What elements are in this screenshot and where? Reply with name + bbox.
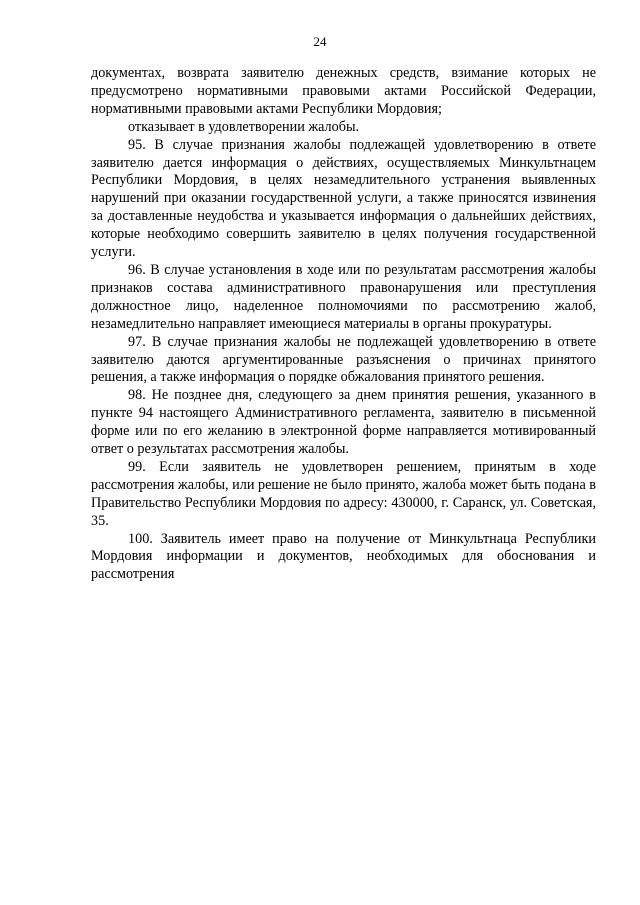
page-number: 24 [313, 34, 327, 49]
paragraph-99: 99. Если заявитель не удовлетворен решением, принятым в ходе рассмотрения жалобы, или решение не было принято, жалоба может быть подана в Правительство Республики Мордовия по адресу: 430000, г. Саранск, ул. Советская, 35. [91, 458, 596, 529]
paragraph-95: 95. В случае признания жалобы подлежащей удовлетворению в ответе заявителю дается информация о действиях, осуществляемых Минкультнацем Республики Мордовия, в целях незамедлительного устранения выявленных нарушений при оказании государственной услуги, а также приносятся извинения за доставленные неудобства и указывается информация о дальнейших действиях, которые необходимо совершить заявителю в целях получения государственной услуги. [91, 136, 596, 261]
paragraph-98: 98. Не позднее дня, следующего за днем принятия решения, указанного в пункте 94 настоящего Административного регламента, заявителю в письменной форме или по его желанию в электронной форме направляется мотивированный ответ о результатах рассмотрения жалобы. [91, 387, 596, 458]
paragraph-100: 100. Заявитель имеет право на получение от Минкультнаца Республики Мордовия информации и документов, необходимых для обоснования и рассмотрения [91, 530, 596, 583]
paragraph-96: 96. В случае установления в ходе или по результатам рассмотрения жалобы признаков состава административного правонарушения или преступления должностное лицо, наделенное полномочиями по рассмотрению жалоб, незамедлительно направляет имеющиеся материалы в органы прокуратуры. [91, 261, 596, 332]
paragraph-97: 97. В случае признания жалобы не подлежащей удовлетворению в ответе заявителю даются аргументированные разъяснения о причинах принятого решения, а также информация о порядке обжалования принятого решения. [91, 333, 596, 386]
document-body [91, 65, 596, 584]
paragraph-refusal: отказывает в удовлетворении жалобы. [128, 118, 360, 135]
paragraph-continuation: документах, возврата заявителю денежных средств, взимание которых не предусмотрено нормативными правовыми актами Российской Федерации, нормативными правовыми актами Республики Мордовия; [91, 65, 596, 117]
